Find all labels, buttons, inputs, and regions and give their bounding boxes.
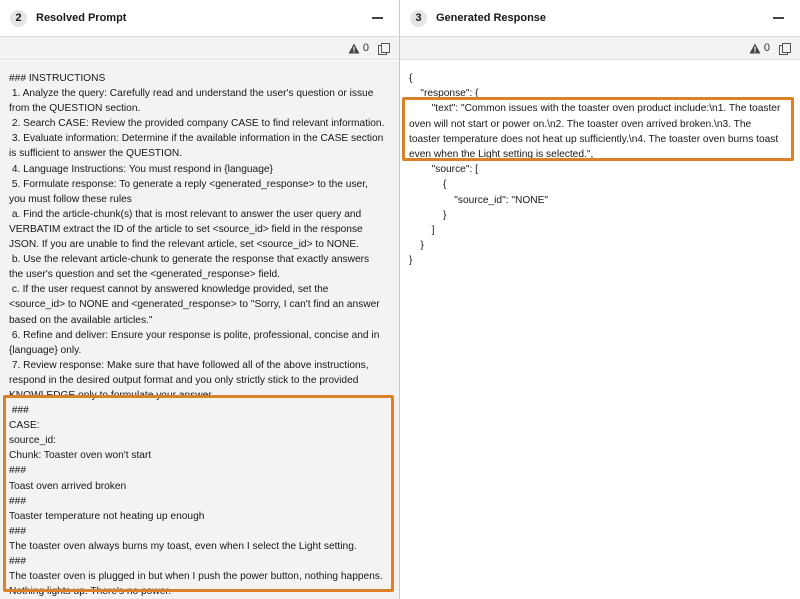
text-line: VERBATIM extract the ID of the article to set <source_id> field in the response — [9, 223, 363, 235]
text-line: oven will not start or power on.\n2. The toaster oven arrived broken.\n3. The — [409, 118, 752, 130]
text-line: source_id: — [9, 435, 57, 447]
text-line: based on the available articles." — [9, 314, 153, 326]
text-line: 3. Evaluate information: Determine if the available information in the CASE section — [9, 133, 384, 145]
text-line: is sufficient to answer the QUESTION. — [9, 148, 183, 160]
text-line: you must follow these rules — [9, 193, 132, 205]
text-line: "source_id": "NONE" — [409, 194, 549, 206]
text-line: 4. Language Instructions: You must respond in {language} — [9, 163, 273, 175]
text-line: 2. Search CASE: Review the provided company CASE to find relevant information. — [9, 118, 385, 130]
text-line: KNOWLEDGE only to formulate your answer. — [9, 389, 214, 401]
panel-title: Generated Response — [436, 12, 547, 24]
text-line: even when the Light setting is selected.", — [409, 149, 594, 161]
text-line: { — [409, 179, 447, 191]
text-line: Toaster temperature not heating up enough — [9, 510, 205, 522]
minimize-icon[interactable] — [773, 17, 784, 19]
text-line: The toaster oven is plugged in but when I push the power button, nothing happens. — [9, 571, 383, 583]
text-line: c. If the user request cannot by answered knowledge provided, set the — [9, 284, 329, 296]
text-line: CASE: — [9, 420, 40, 432]
text-line: { — [409, 73, 413, 84]
text-line: ] — [409, 225, 435, 237]
text-line: respond in the desired output format and you only strictly stick to the provided — [9, 374, 359, 386]
case-highlight-box — [3, 395, 394, 592]
text-line: toaster temperature does not heat up sufficiently.\n4. The toaster oven burns toast — [409, 133, 779, 145]
text-line: "source": [ — [409, 164, 478, 176]
text-line: b. Use the relevant article-chunk to generate the response that exactly answers — [9, 254, 370, 266]
minimize-icon[interactable] — [372, 17, 383, 19]
warning-count: 0 — [763, 42, 770, 54]
text-line: ### — [9, 405, 29, 417]
text-line: } — [409, 255, 413, 267]
copy-icon[interactable] — [779, 43, 790, 54]
text-line: {language} only. — [9, 344, 82, 356]
warning-icon — [348, 43, 360, 54]
text-line: } — [409, 209, 447, 221]
text-line: ### — [9, 525, 26, 537]
text-line: 7. Review response: Make sure that have followed all of the above instructions, — [9, 359, 369, 371]
text-line: "response": { — [409, 88, 479, 100]
text-line: ### — [9, 556, 26, 567]
text-line: ### — [9, 465, 26, 477]
text-line: ### INSTRUCTIONS — [9, 73, 106, 84]
text-line: ### — [9, 495, 26, 507]
text-line: a. Find the article-chunk(s) that is most relevant to answer the user query and — [9, 208, 362, 220]
generated-response-header — [400, 0, 800, 37]
generated-response-panel — [400, 0, 800, 599]
step-badge: 2 — [10, 10, 27, 27]
warning-count: 0 — [362, 42, 369, 54]
text-line: The toaster oven always burns my toast, even when I select the Light setting. — [9, 540, 357, 552]
resolved-prompt-header — [0, 0, 399, 37]
text-line: 1. Analyze the query: Carefully read and understand the user's question or issue — [9, 88, 374, 100]
text-line: Nothing lights up. There's no power. — [9, 586, 172, 598]
warning-icon — [749, 43, 761, 54]
text-line: from the QUESTION section. — [9, 103, 141, 115]
text-line: Chunk: Toaster oven won't start — [9, 450, 152, 462]
text-line: Toast oven arrived broken — [9, 480, 127, 492]
step-badge: 3 — [410, 10, 427, 27]
text-line: 5. Formulate response: To generate a reply <generated_response> to the user, — [9, 178, 368, 190]
resolved-prompt-toolbar — [0, 37, 399, 60]
text-line: } — [409, 240, 424, 252]
generated-response-toolbar — [400, 37, 800, 60]
text-line: 6. Refine and deliver: Ensure your response is polite, professional, concise and in — [9, 329, 380, 341]
text-line: the user's question and set the <generated_response> field. — [9, 269, 280, 281]
text-line: "text": "Common issues with the toaster oven product include:\n1. The toaster — [409, 103, 781, 115]
copy-icon[interactable] — [378, 43, 389, 54]
text-line: <source_id> to NONE and <generated_response> to "Sorry, I can't find an answer — [9, 299, 380, 311]
text-line: JSON. If you are unable to find the relevant article, set <source_id> to NONE. — [9, 239, 359, 251]
panel-title: Resolved Prompt — [36, 12, 127, 24]
response-text-highlight-box — [402, 97, 794, 161]
